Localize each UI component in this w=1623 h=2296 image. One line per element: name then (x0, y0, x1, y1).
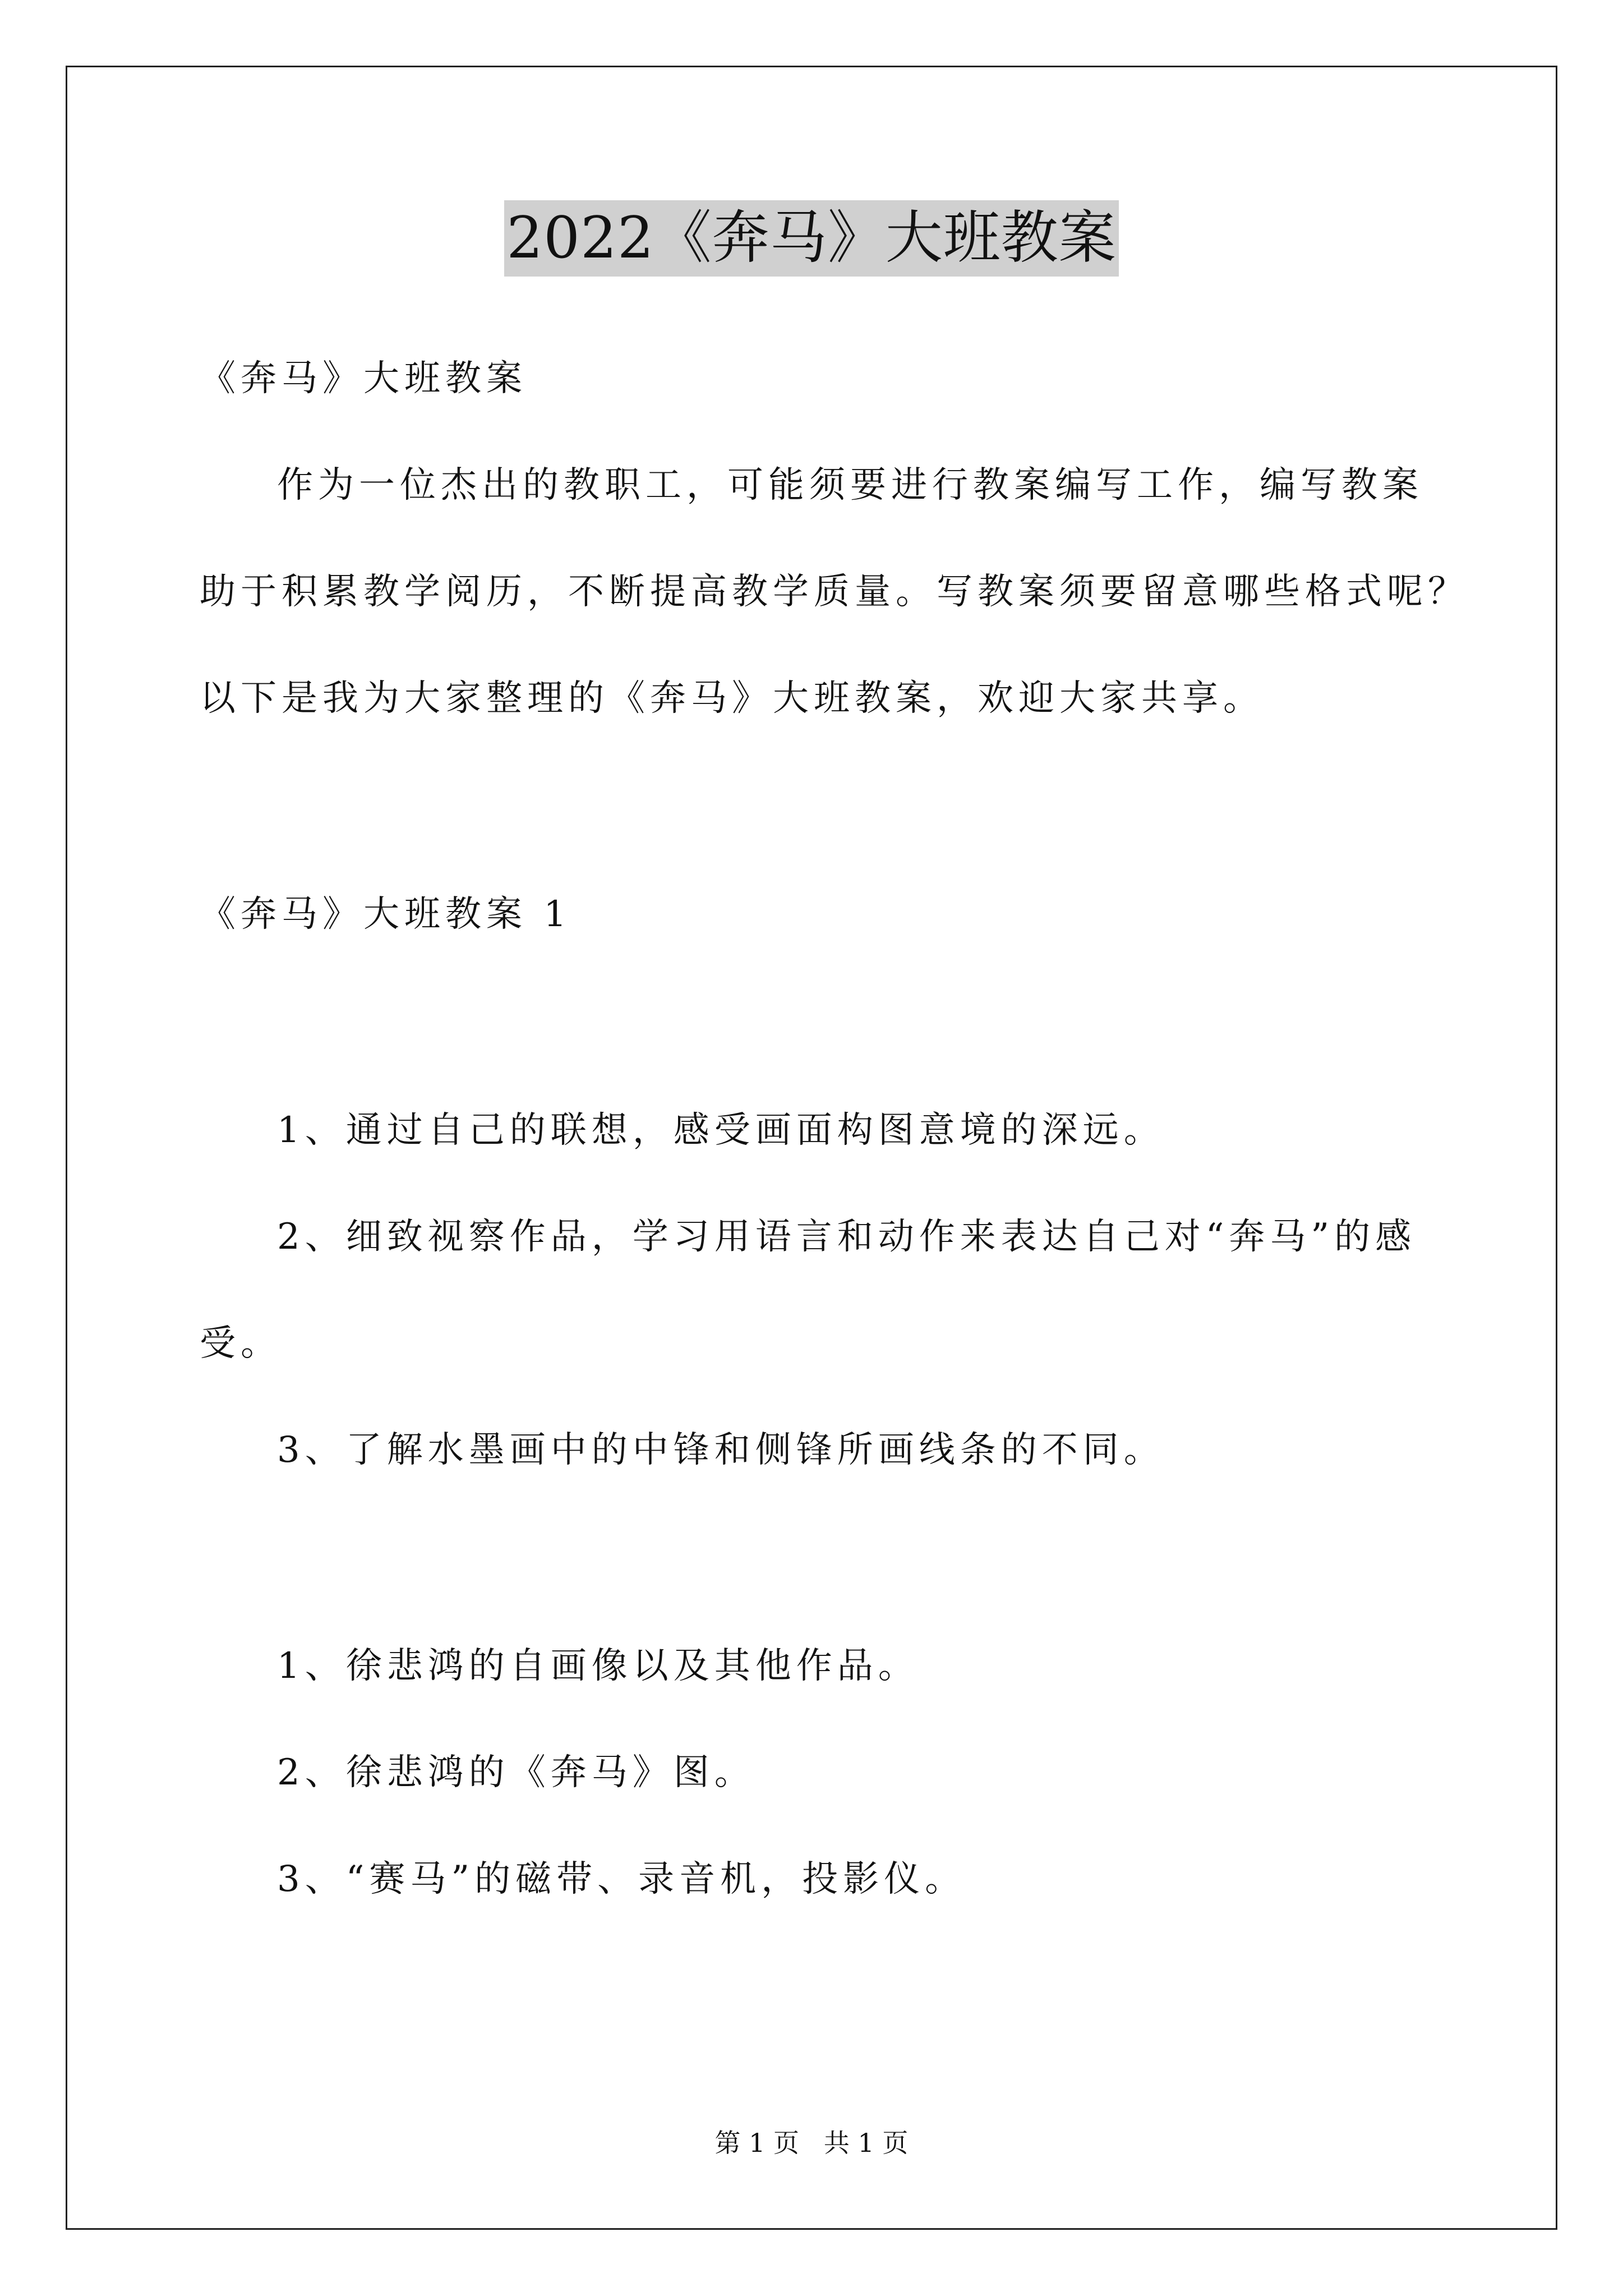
material-item-1: 1、徐悲鸿的自画像以及其他作品。 (277, 1645, 919, 1687)
goal-item-3: 3、了解水墨画中的中锋和侧锋所画线条的不同。 (277, 1429, 1165, 1471)
page-footer: 第 1 页 共 1 页 (714, 2128, 909, 2158)
intro-line-2: 助于积累教学阅历，不断提高教学质量。写教案须要留意哪些格式呢？ (200, 571, 1469, 613)
material-item-3: 3、“赛马”的磁带、录音机，投影仪。 (277, 1858, 966, 1900)
subtitle: 《奔马》大班教案 (200, 358, 527, 399)
goal-item-2-continued: 受。 (200, 1323, 282, 1364)
page-title: 2022《奔马》大班教案 (504, 200, 1119, 277)
intro-line-1: 作为一位杰出的教职工，可能须要进行教案编写工作，编写教案 (277, 464, 1423, 506)
section-heading: 《奔马》大班教案 1 (200, 894, 572, 935)
goal-item-2: 2、细致视察作品，学习用语言和动作来表达自己对“奔马”的感 (277, 1216, 1417, 1258)
goal-item-1: 1、通过自己的联想，感受画面构图意境的深远。 (277, 1110, 1165, 1151)
material-item-2: 2、徐悲鸿的《奔马》图。 (277, 1752, 755, 1793)
intro-line-3: 以下是我为大家整理的《奔马》大班教案，欢迎大家共享。 (200, 678, 1264, 719)
title-container (0, 200, 1623, 277)
